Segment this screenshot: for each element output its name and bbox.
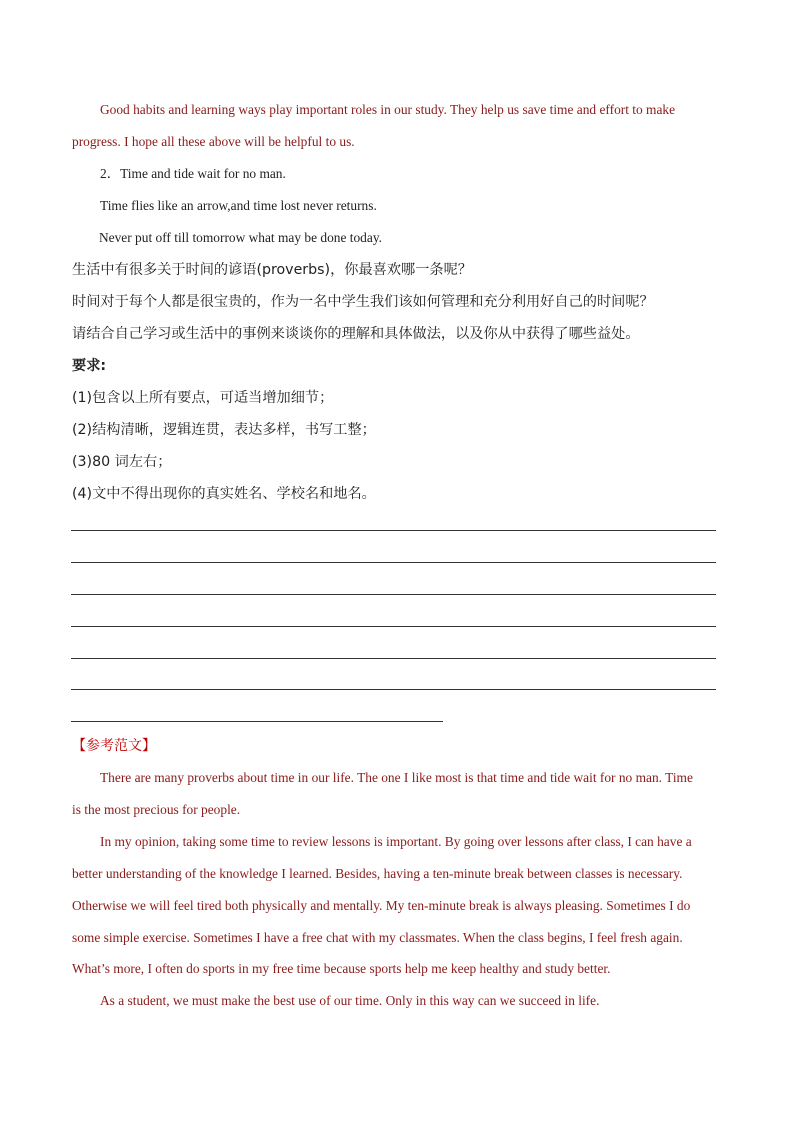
prompt-number: 2． [100,166,121,181]
requirement-4: (4)文中不得出现你的真实姓名、学校名和地名。 [72,486,376,502]
intro-paragraph-line-2: progress. I hope all these above will be helpful to us. [72,134,355,149]
writing-line[interactable] [71,530,716,531]
prompt-question-3: 请结合自己学习或生活中的事例来谈谈你的理解和具体做法，以及你从中获得了哪些益处。 [72,326,640,342]
prompt-question-2: 时间对于每个人都是很宝贵的，作为一名中学生我们该如何管理和充分利用好自己的时间呢？ [72,294,654,310]
writing-line-short[interactable] [71,721,443,722]
prompt-proverb-1 [100,164,716,184]
requirement-2: (2)结构清晰，逻辑连贯，表达多样，书写工整； [72,422,376,438]
sample-line: As a student, we must make the best use of our time. Only in this way can we succeed in life. [100,993,600,1008]
sample-line: better understanding of the knowledge I learned. Besides, having a ten-minute break between classes is necessary. [72,866,683,881]
intro-paragraph-line-1: Good habits and learning ways play important roles in our study. They help us save time and effort to make [100,102,676,117]
writing-line[interactable] [71,594,716,595]
sample-line: is the most precious for people. [72,802,241,817]
proverb-text: Time and tide wait for no man. [120,166,286,181]
prompt-question-1: 生活中有很多关于时间的谚语(proverbs)，你最喜欢哪一条呢？ [72,262,472,278]
writing-line[interactable] [71,658,716,659]
writing-line[interactable] [71,689,716,690]
requirement-3: (3)80 词左右； [72,454,172,470]
sample-line: some simple exercise. Sometimes I have a free chat with my classmates. When the class begins, I feel fresh again. [72,930,683,945]
sample-line: There are many proverbs about time in our life. The one I like most is that time and tide wait for no man. Time [100,770,693,785]
prompt-proverb-3: Never put off till tomorrow what may be done today. [99,230,382,245]
sample-line: Otherwise we will feel tired both physically and mentally. My ten-minute break is always pleasing. Sometimes I do [72,898,691,913]
sample-heading: 【参考范文】 [72,738,156,754]
prompt-proverb-2: Time flies like an arrow,and time lost never returns. [100,198,377,213]
writing-line[interactable] [71,626,716,627]
requirement-1: (1)包含以上所有要点，可适当增加细节； [72,390,334,406]
requirements-title: 要求: [72,358,107,374]
sample-line: In my opinion, taking some time to review lessons is important. By going over lessons after class, I can have a [100,834,692,849]
sample-line: What’s more, I often do sports in my free time because sports help me keep healthy and study better. [72,961,611,976]
writing-line[interactable] [71,562,716,563]
